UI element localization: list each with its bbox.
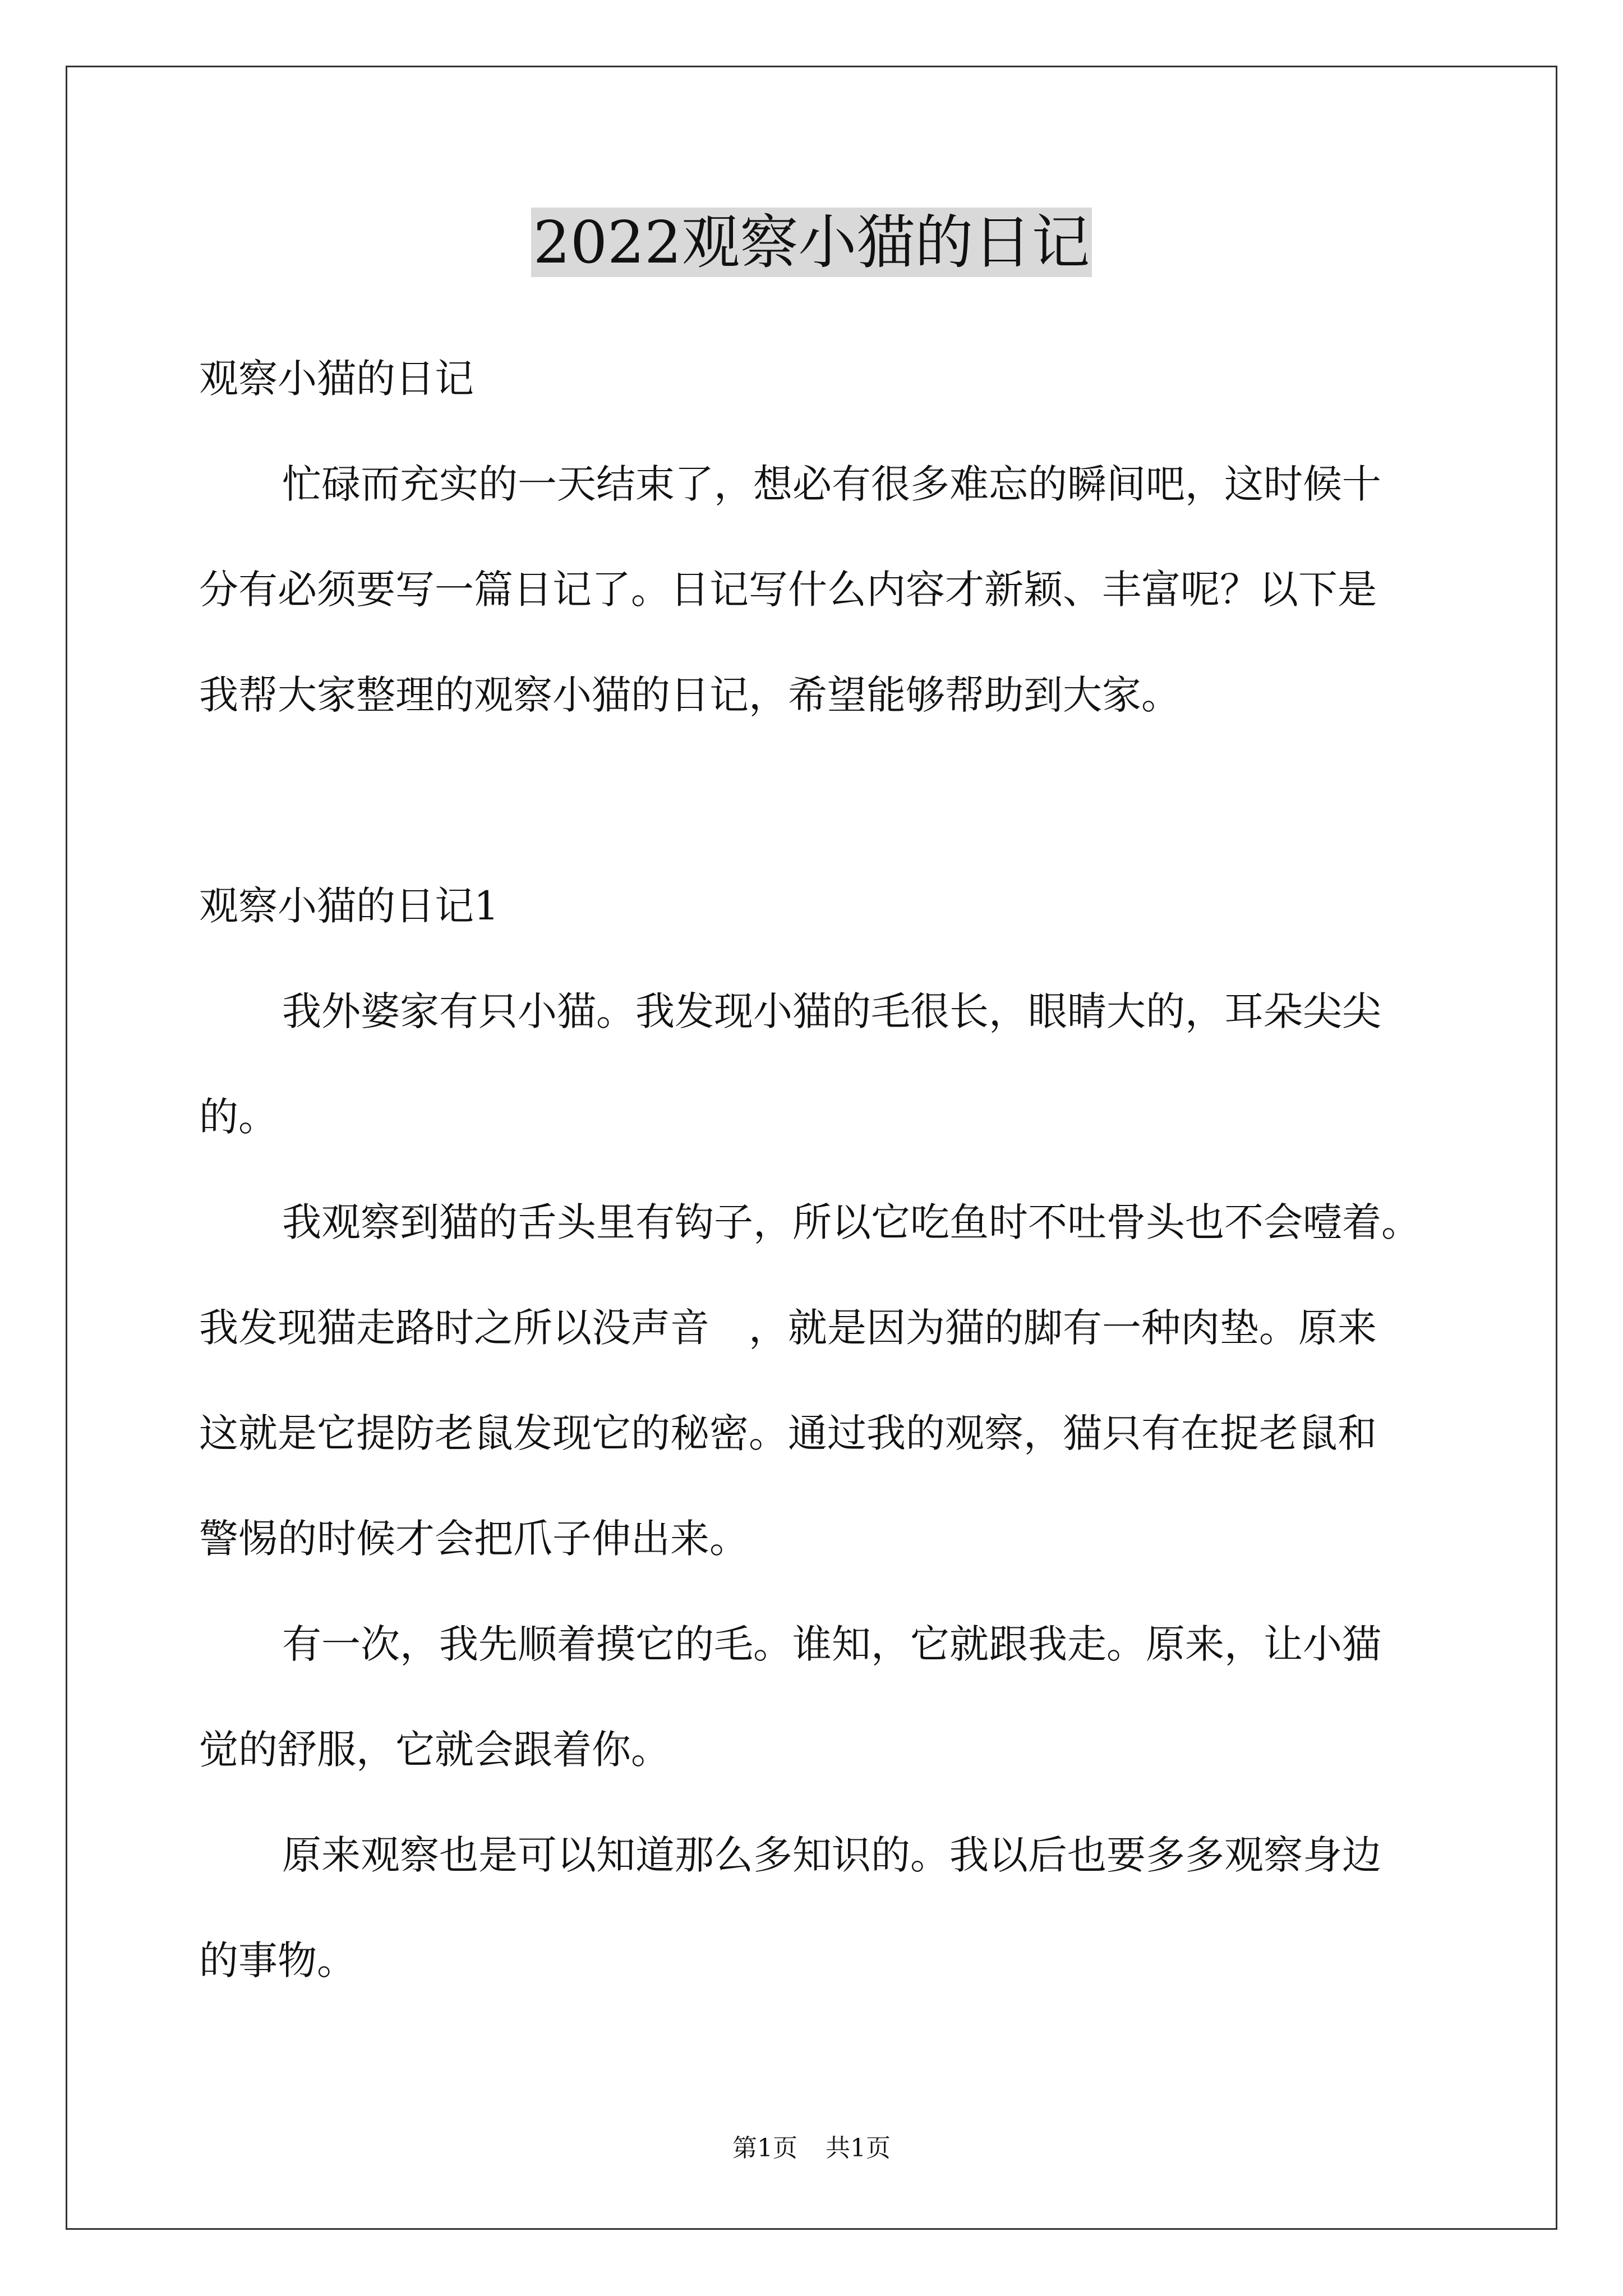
section-heading: 观察小猫的日记1 xyxy=(199,883,499,929)
document-title: 2022观察小猫的日记 xyxy=(531,208,1092,277)
paragraph-line: 觉的舒服，它就会跟着你。 xyxy=(199,1727,670,1773)
title-container xyxy=(0,208,1623,277)
page-number: 第1页 xyxy=(732,2134,797,2162)
paragraph-line: 原来观察也是可以知道那么多知识的。我以后也要多多观察身边 xyxy=(282,1832,1381,1878)
paragraph-line: 忙碌而充实的一天结束了，想必有很多难忘的瞬间吧，这时候十 xyxy=(282,461,1381,507)
paragraph-line: 有一次，我先顺着摸它的毛。谁知，它就跟我走。原来，让小猫 xyxy=(282,1621,1381,1667)
page-footer xyxy=(0,2132,1623,2165)
paragraph-line: 我外婆家有只小猫。我发现小猫的毛很长，眼睛大的，耳朵尖尖 xyxy=(282,988,1381,1034)
paragraph-line: 的事物。 xyxy=(199,1938,356,1984)
paragraph-line: 我观察到猫的舌头里有钩子，所以它吃鱼时不吐骨头也不会噎着。 xyxy=(282,1199,1421,1245)
page-total: 共1页 xyxy=(826,2134,891,2162)
paragraph-line: 分有必须要写一篇日记了。日记写什么内容才新颖、丰富呢？以下是 xyxy=(199,567,1377,613)
paragraph-line: 的。 xyxy=(199,1094,278,1140)
paragraph-line: 这就是它提防老鼠发现它的秘密。通过我的观察，猫只有在捉老鼠和 xyxy=(199,1410,1377,1456)
blank-line xyxy=(199,764,1467,869)
section-heading: 观察小猫的日记 xyxy=(199,356,474,402)
paragraph-line: 警惕的时候才会把爪子伸出来。 xyxy=(199,1516,749,1562)
paragraph-line: 我发现猫走路时之所以没声音 ，就是因为猫的脚有一种肉垫。原来 xyxy=(199,1305,1377,1351)
paragraph-line: 我帮大家整理的观察小猫的日记，希望能够帮助到大家。 xyxy=(199,672,1181,718)
document-body xyxy=(199,342,1467,2030)
